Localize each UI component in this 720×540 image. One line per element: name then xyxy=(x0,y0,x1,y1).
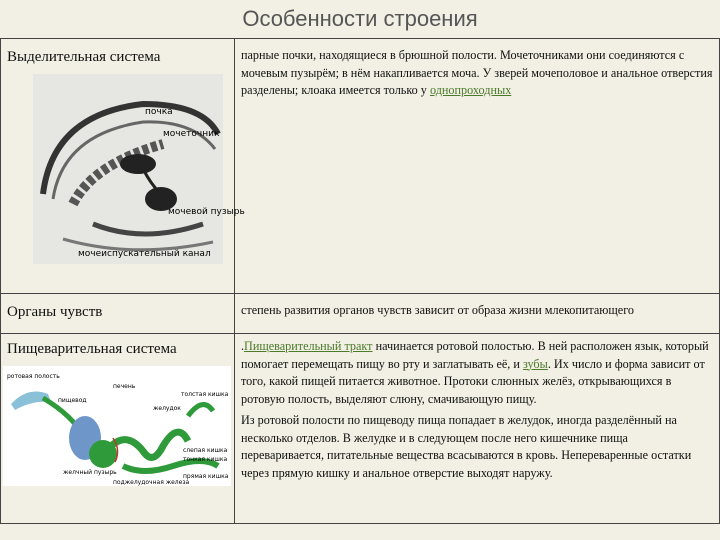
label-stomach: желудок xyxy=(153,405,181,412)
label-liver: печень xyxy=(113,383,136,390)
row-desc-excretory: парные почки, находящиеся в брюшной полости. Мочеточниками они соединяются с мочевым пузырём; в нём накапливается моча. У зверей мочеполовое и анальное отверстия разделены; клоака имеется только у однопроходных xyxy=(241,48,713,97)
label-urethra: мочеиспускательный канал xyxy=(78,249,211,259)
table-row xyxy=(1,294,720,334)
page-title: Особенности строения xyxy=(242,6,478,31)
row-desc-digestive-2: Из ротовой полости по пищеводу пища попадает в желудок, иногда разделённый на несколько отделов. В желудке и в следующем после него кишечнике пища переваривается, питательные вещества всасываются в кровь. Непереваренные остатки через прямую кишку и анальное отверстие выходят наружу. xyxy=(241,413,692,480)
label-rectum: прямая кишка xyxy=(183,473,229,480)
label-gallbladder: желчный пузырь xyxy=(63,469,117,476)
row-label-senses: Органы чувств xyxy=(7,304,103,320)
link-teeth[interactable]: зубы xyxy=(522,356,548,371)
label-small-intestine: тонкая кишка xyxy=(183,456,228,463)
table-row xyxy=(1,334,720,524)
row-label-digestive: Пищеварительная система xyxy=(7,341,177,357)
label-cecum: слепая кишка xyxy=(183,447,228,454)
label-large-intestine: толстая кишка xyxy=(181,391,229,398)
label-kidney: почка xyxy=(145,107,173,117)
row-desc-digestive: .Пищеварительный тракт начинается ротовой полостью. В ней расположен язык, который помогает перемещать пищу во рту и заглатывать её, и зубы. Их число и форма зависит от того, какой пищей питается животное. Протоки слюнных желёз, открывающихся в ротовую полость, выделяют слюну, смачивающую пищу. xyxy=(241,339,709,406)
row-label-excretory: Выделительная система xyxy=(7,49,161,65)
excretory-system-figure xyxy=(33,74,245,264)
table-row xyxy=(1,39,720,294)
structure-table xyxy=(0,38,720,524)
row-desc-senses: степень развития органов чувств зависит от образа жизни млекопитающего xyxy=(241,303,634,317)
label-mouth: ротовая полость xyxy=(7,373,60,380)
label-bladder: мочевой пузырь xyxy=(168,207,245,217)
link-digestive-tract[interactable]: Пищеварительный тракт xyxy=(244,339,373,353)
label-pancreas: поджелудочная железа xyxy=(113,479,190,486)
label-ureter: мочеточник xyxy=(163,129,220,139)
link-monotremes[interactable]: однопроходных xyxy=(429,83,512,97)
digestive-system-figure xyxy=(3,366,231,486)
label-esophagus: пищевод xyxy=(58,397,87,404)
